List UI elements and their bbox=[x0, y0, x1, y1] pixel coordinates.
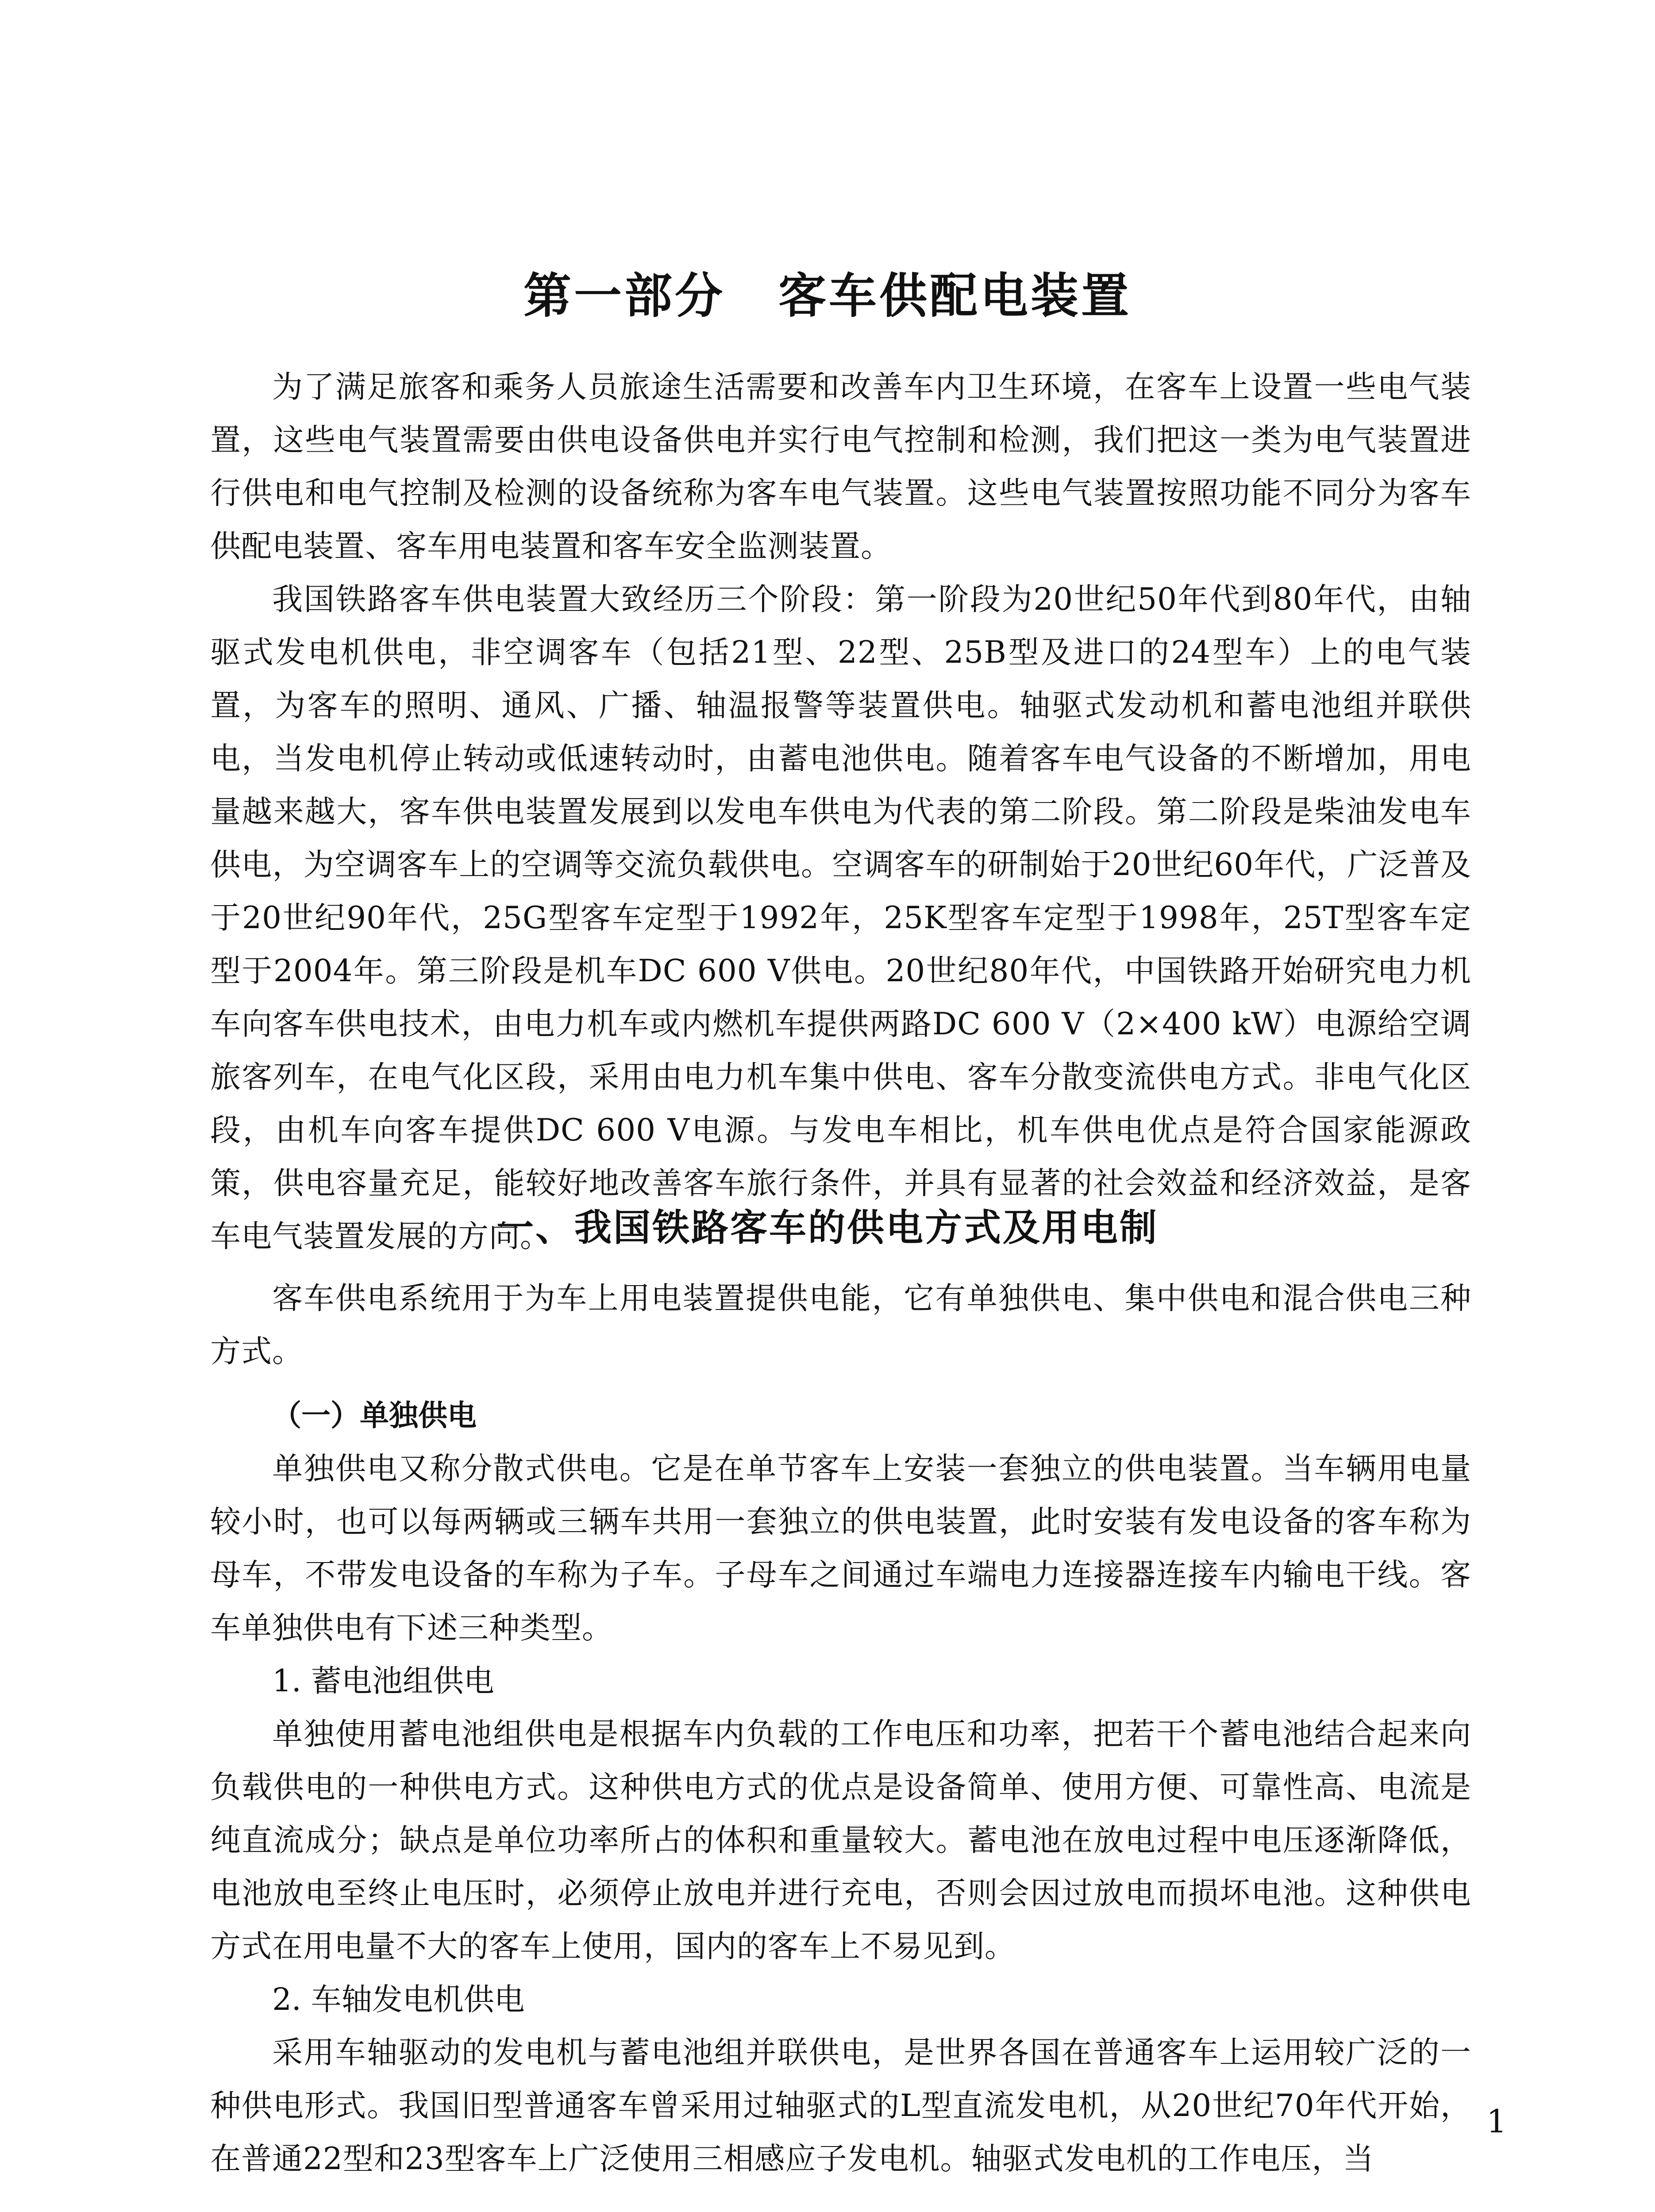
section-intro-paragraph: 客车供电系统用于为车上用电装置提供电能，它有单独供电、集中供电和混合供电三种方式。 bbox=[210, 1281, 1471, 1369]
page-number: 1 bbox=[1486, 2103, 1507, 2140]
intro-paragraph: 为了满足旅客和乘务人员旅途生活需要和改善车内卫生环境，在客车上设置一些电气装置，这些电气装置需要由供电设备供电并实行电气控制和检测，我们把这一类为电气装置进行供电和电气控制及检测的设备统称为客车电气装置。这些电气装置按照功能不同分为客车供配电装置、客车用电装置和客车安全监测装置。 bbox=[210, 369, 1471, 564]
item-heading: 2. 车轴发电机供电 bbox=[272, 1982, 525, 2017]
item-paragraph: 单独使用蓄电池组供电是根据车内负载的工作电压和功率，把若干个蓄电池结合起来向负载供电的一种供电方式。这种供电方式的优点是设备简单、使用方便、可靠性高、电流是纯直流成分；缺点是单位功率所占的体积和重量较大。蓄电池在放电过程中电压逐渐降低，电池放电至终止电压时，必须停止放电并进行充电，否则会因过放电而损坏电池。这种供电方式在用电量不大的客车上使用，国内的客车上不易见到。 bbox=[210, 1717, 1471, 1964]
sub-heading: （一）单独供电 bbox=[272, 1398, 477, 1432]
section-body bbox=[210, 1272, 1471, 2185]
item-heading: 1. 蓄电池组供电 bbox=[272, 1663, 494, 1699]
sub-intro-paragraph: 单独供电又称分散式供电。它是在单节客车上安装一套独立的供电装置。当车辆用电量较小时，也可以每两辆或三辆车共用一套独立的供电装置，此时安装有发电设备的客车称为母车，不带发电设备的车称为子车。子母车之间通过车端电力连接器连接车内输电干线。客车单独供电有下述三种类型。 bbox=[210, 1451, 1471, 1646]
part-title-prefix: 第一部分 bbox=[523, 269, 725, 324]
section-heading: 一、我国铁路客车的供电方式及用电制 bbox=[496, 1206, 1158, 1249]
item-paragraph: 采用车轴驱动的发电机与蓄电池组并联供电，是世界各国在普通客车上运用较广泛的一种供电形式。我国旧型普通客车曾采用过轴驱式的L型直流发电机，从20世纪70年代开始，在普通22型和23型客车上广泛使用三相感应子发电机。轴驱式发电机的工作电压，当 bbox=[210, 2035, 1471, 2177]
intro-block bbox=[210, 361, 1471, 1263]
intro-paragraph: 我国铁路客车供电装置大致经历三个阶段：第一阶段为20世纪50年代到80年代，由轴驱式发电机供电，非空调客车（包括21型、22型、25B型及进口的24型车）上的电气装置，为客车的照明、通风、广播、轴温报警等装置供电。轴驱式发动机和蓄电池组并联供电，当发电机停止转动或低速转动时，由蓄电池供电。随着客车电气设备的不断增加，用电量越来越大，客车供电装置发展到以发电车供电为代表的第二阶段。第二阶段是柴油发电车供电，为空调客车上的空调等交流负载供电。空调客车的研制始于20世纪60年代，广泛普及于20世纪90年代，25G型客车定型于1992年，25K型客车定型于1998年，25T型客车定型于2004年。第三阶段是机车DC 600 V供电。20世纪80年代，中国铁路开始研究电力机车向客车供电技术，由电力机车或内燃机车提供两路DC 600 V（2×400 kW）电源给空调旅客列车，在电气化区段，采用由电力机车集中供电、客车分散变流供电方式。非电气化区段，由机车向客车提供DC 600 V电源。与发电车相比，机车供电优点是符合国家能源政策，供电容量充足，能较好地改善客车旅行条件，并具有显著的社会效益和经济效益，是客车电气装置发展的方向。 bbox=[210, 582, 1471, 1254]
part-title-main: 客车供配电装置 bbox=[778, 269, 1132, 324]
part-title bbox=[0, 265, 1655, 327]
